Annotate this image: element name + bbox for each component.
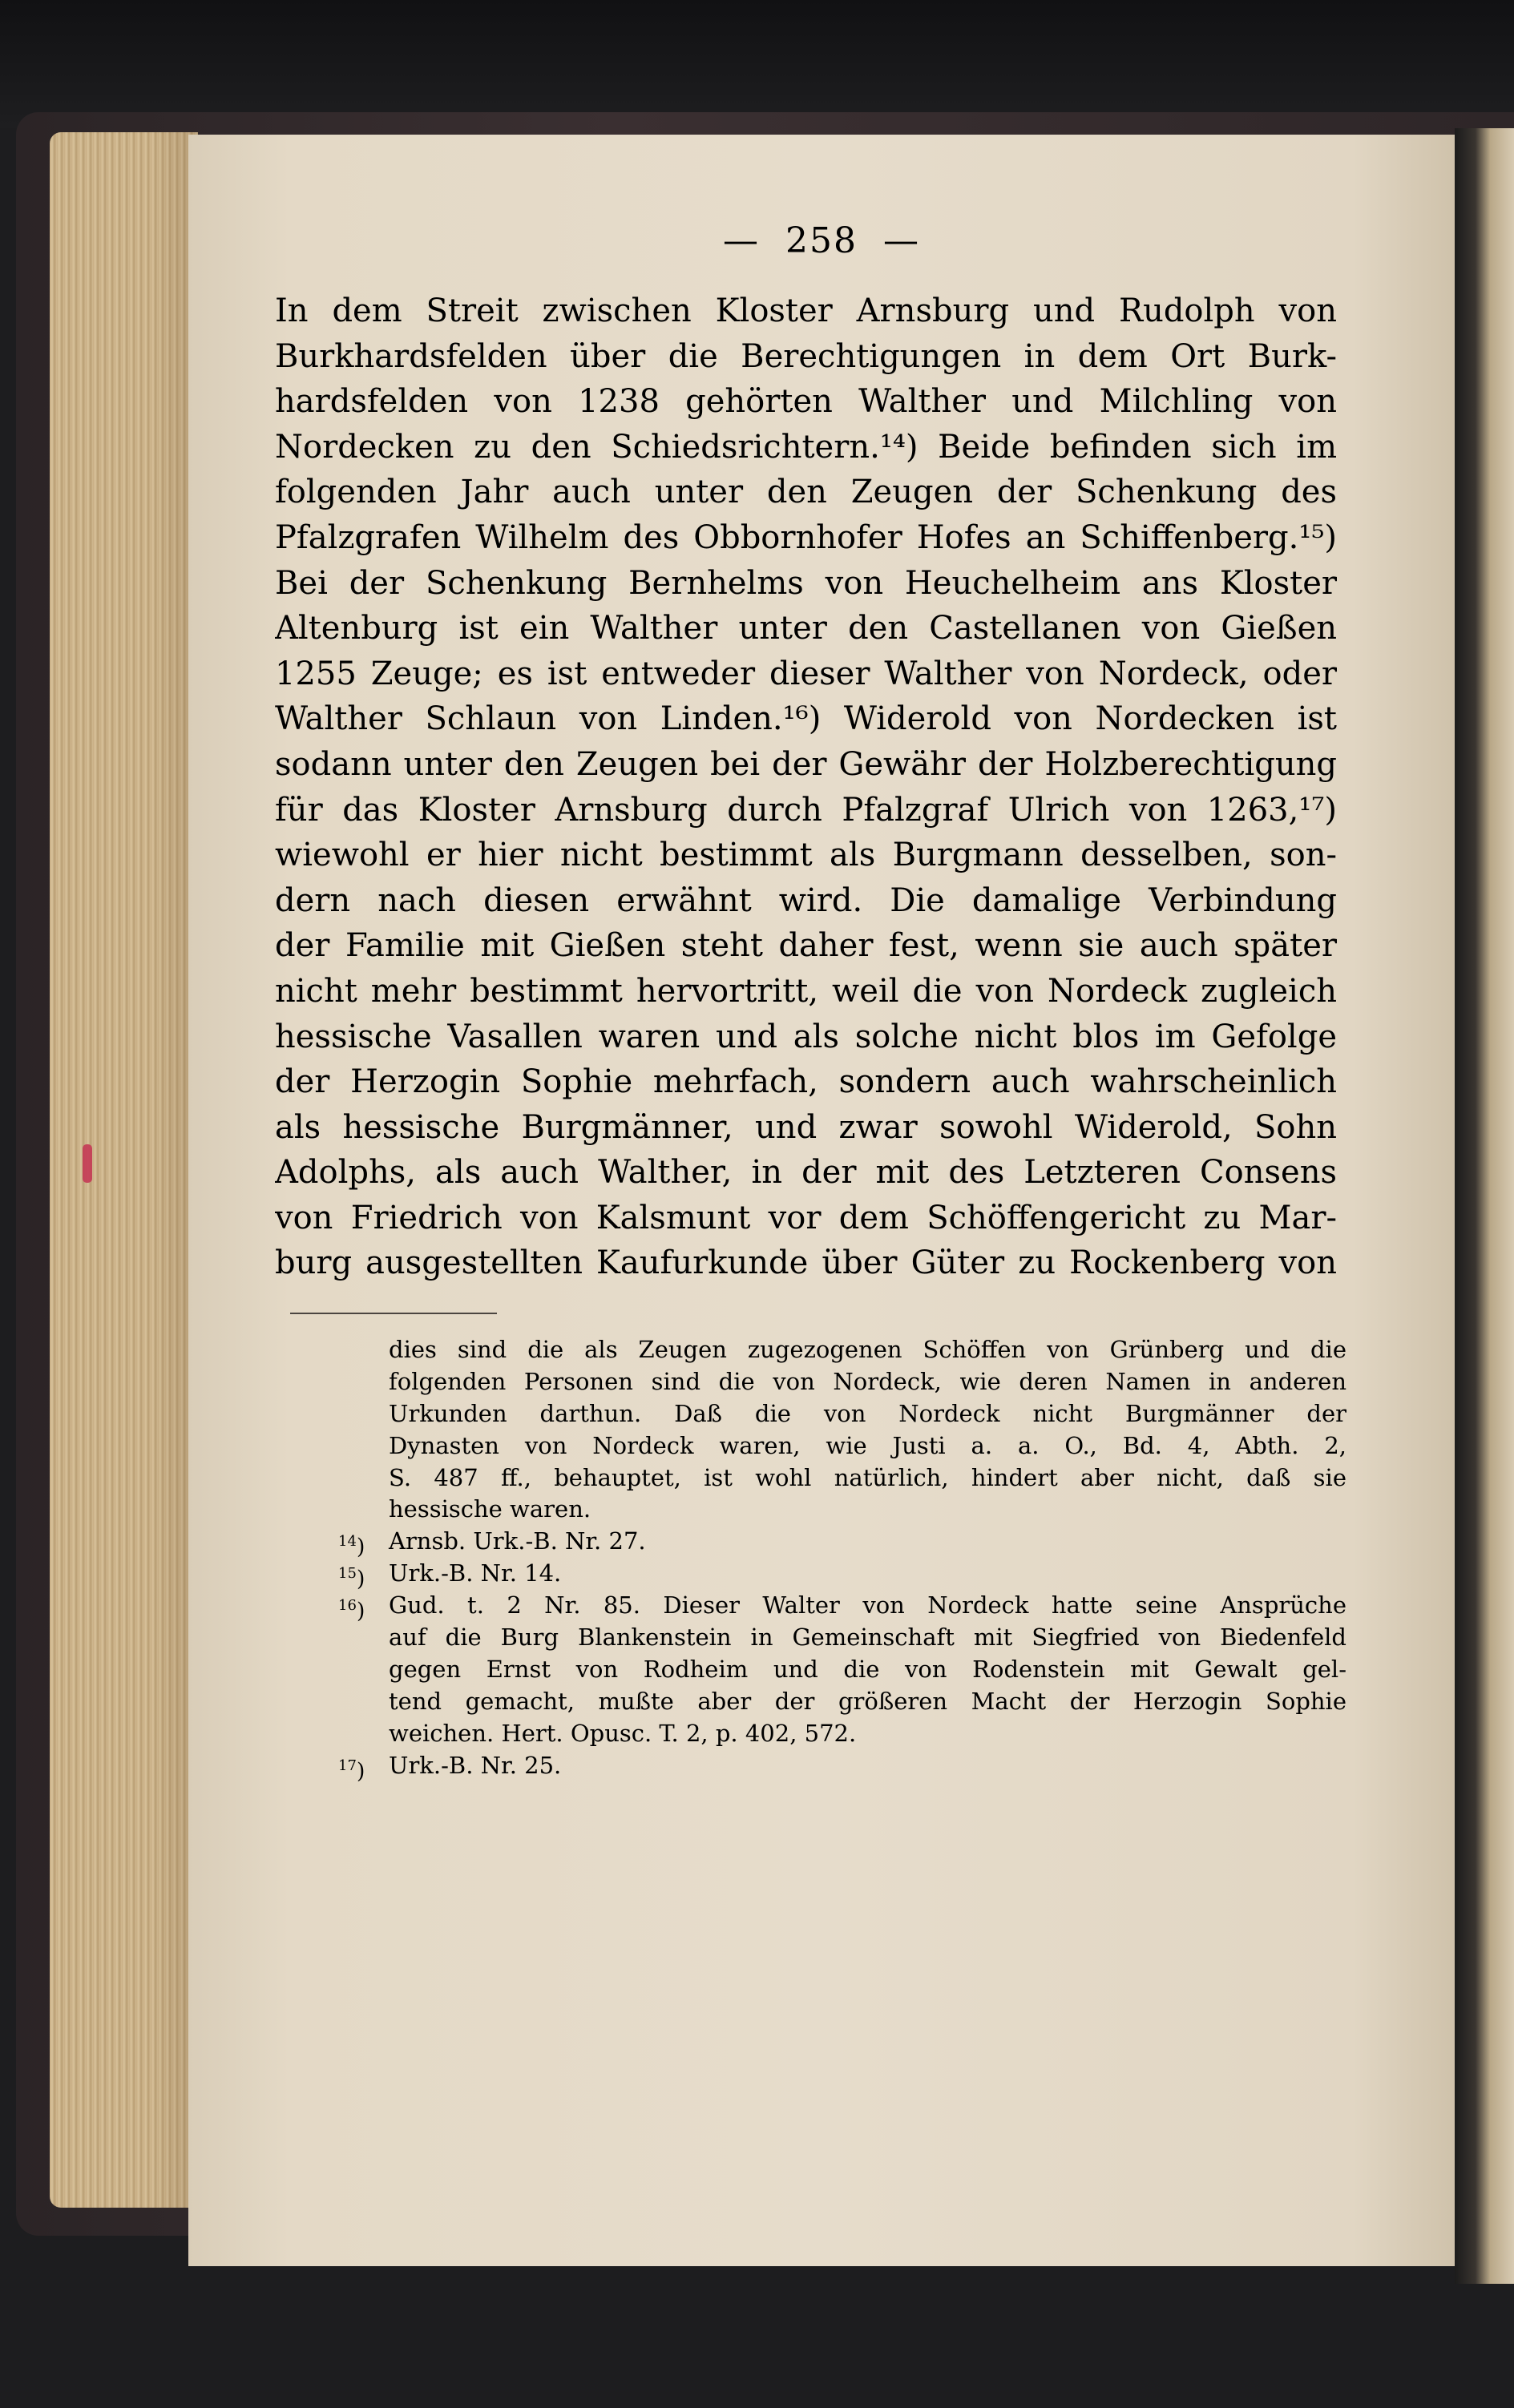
footnote-continuation-line: dies sind die als Zeugen zugezogenen Schöffen von Grünberg und die	[389, 1336, 1346, 1363]
text-line: der Herzogin Sophie mehrfach, sondern auch wahrscheinlich	[275, 1063, 1337, 1101]
footnote-16-line: weichen. Hert. Opusc. T. 2, p. 402, 572.	[389, 1719, 857, 1747]
footnote-text: Urk.-B. Nr. 25.	[389, 1751, 562, 1779]
page-number-value: 258	[785, 220, 858, 261]
footnote-text: Urk.-B. Nr. 14.	[389, 1559, 562, 1587]
book-gutter	[1455, 128, 1514, 2284]
text-line: Altenburg ist ein Walther unter den Castellanen von Gießen	[275, 610, 1337, 647]
footnote-continuation-line: Dynasten von Nordeck waren, wie Justi a. a. O., Bd. 4, Abth. 2,	[389, 1431, 1346, 1459]
red-page-marker	[83, 1144, 92, 1183]
footnote-marker: $^{15}$)	[338, 1565, 365, 1591]
footnote-marker: $^{14}$)	[338, 1533, 365, 1559]
footnote-marker: $^{17}$)	[338, 1757, 365, 1782]
footnote-continuation-line: Urkunden darthun. Daß die von Nordeck nicht Burgmänner der	[389, 1399, 1346, 1427]
text-line: wiewohl er hier nicht bestimmt als Burgmann desselben, son-	[275, 837, 1337, 874]
footnote-14	[317, 1526, 1346, 1558]
footnote-marker: $^{16}$)	[338, 1597, 365, 1623]
text-line: als hessische Burgmänner, und zwar sowohl Widerold, Sohn	[275, 1108, 1337, 1146]
footnote-separator	[290, 1313, 497, 1314]
text-line: der Familie mit Gießen steht daher fest, wenn sie auch später	[275, 927, 1337, 965]
main-text	[275, 288, 1337, 1286]
text-line: Nordecken zu den Schiedsrichtern.¹⁴) Beide befinden sich im	[275, 428, 1337, 466]
footnote-text: Gud. t. 2 Nr. 85. Dieser Walter von Nordeck hatte seine Ansprüche	[389, 1591, 1346, 1619]
text-line: Burkhardsfelden über die Berechtigungen in dem Ort Burk-	[275, 337, 1337, 375]
footnote-16-line: auf die Burg Blankenstein in Gemeinschaft mit Siegfried von Biedenfeld	[389, 1623, 1346, 1652]
page-number-dash-right: —	[882, 220, 920, 261]
footnote-15	[317, 1558, 1346, 1590]
footnote-continuation-line: S. 487 ff., behauptet, ist wohl natürlich, hindert aber nicht, daß sie	[389, 1463, 1346, 1491]
footnote-continuation-line: folgenden Personen sind die von Nordeck, wie deren Namen in anderen	[389, 1367, 1346, 1395]
footnote-16-line: tend gemacht, mußte aber der größeren Macht der Herzogin Sophie	[389, 1687, 1346, 1715]
footnote-text: Arnsb. Urk.-B. Nr. 27.	[389, 1527, 646, 1555]
text-line: sodann unter den Zeugen bei der Gewähr der Holzberechtigung	[275, 745, 1337, 783]
text-line: Pfalzgrafen Wilhelm des Obbornhofer Hofes an Schiffenberg.¹⁵)	[275, 518, 1337, 556]
text-line: burg ausgestellten Kaufurkunde über Güter zu Rockenberg von	[275, 1244, 1337, 1282]
footnote-16-line: gegen Ernst von Rodheim und die von Rodenstein mit Gewalt gel-	[389, 1655, 1346, 1683]
page-number-dash-left: —	[723, 220, 760, 261]
text-line: 1255 Zeuge; es ist entweder dieser Walther von Nordeck, oder	[275, 655, 1337, 692]
text-line: Walther Schlaun von Linden.¹⁶) Widerold von Nordecken ist	[275, 700, 1337, 738]
text-line: folgenden Jahr auch unter den Zeugen der Schenkung des	[275, 474, 1337, 511]
text-line: In dem Streit zwischen Kloster Arnsburg und Rudolph von	[275, 292, 1337, 329]
background-top	[0, 0, 1514, 128]
footnote-continuation-line: hessische waren.	[389, 1495, 591, 1523]
text-line: nicht mehr bestimmt hervortritt, weil die von Nordeck zugleich	[275, 972, 1337, 1010]
footnote-17	[317, 1750, 1346, 1782]
text-line: hardsfelden von 1238 gehörten Walther und Milchling von	[275, 383, 1337, 421]
text-line: Adolphs, als auch Walther, in der mit des Letzteren Consens	[275, 1154, 1337, 1192]
text-line: für das Kloster Arnsburg durch Pfalzgraf Ulrich von 1263,¹⁷)	[275, 791, 1337, 829]
footnotes	[317, 1334, 1346, 1781]
page-number	[188, 220, 1455, 261]
footnote-16	[317, 1590, 1346, 1622]
text-line: Bei der Schenkung Bernhelms von Heuchelheim ans Kloster	[275, 564, 1337, 602]
page-edges	[50, 132, 198, 2208]
text-line: hessische Vasallen waren und als solche nicht blos im Gefolge	[275, 1018, 1337, 1055]
text-line: dern nach diesen erwähnt wird. Die damalige Verbindung	[275, 881, 1337, 919]
text-line: von Friedrich von Kalsmunt vor dem Schöffengericht zu Mar-	[275, 1199, 1337, 1236]
